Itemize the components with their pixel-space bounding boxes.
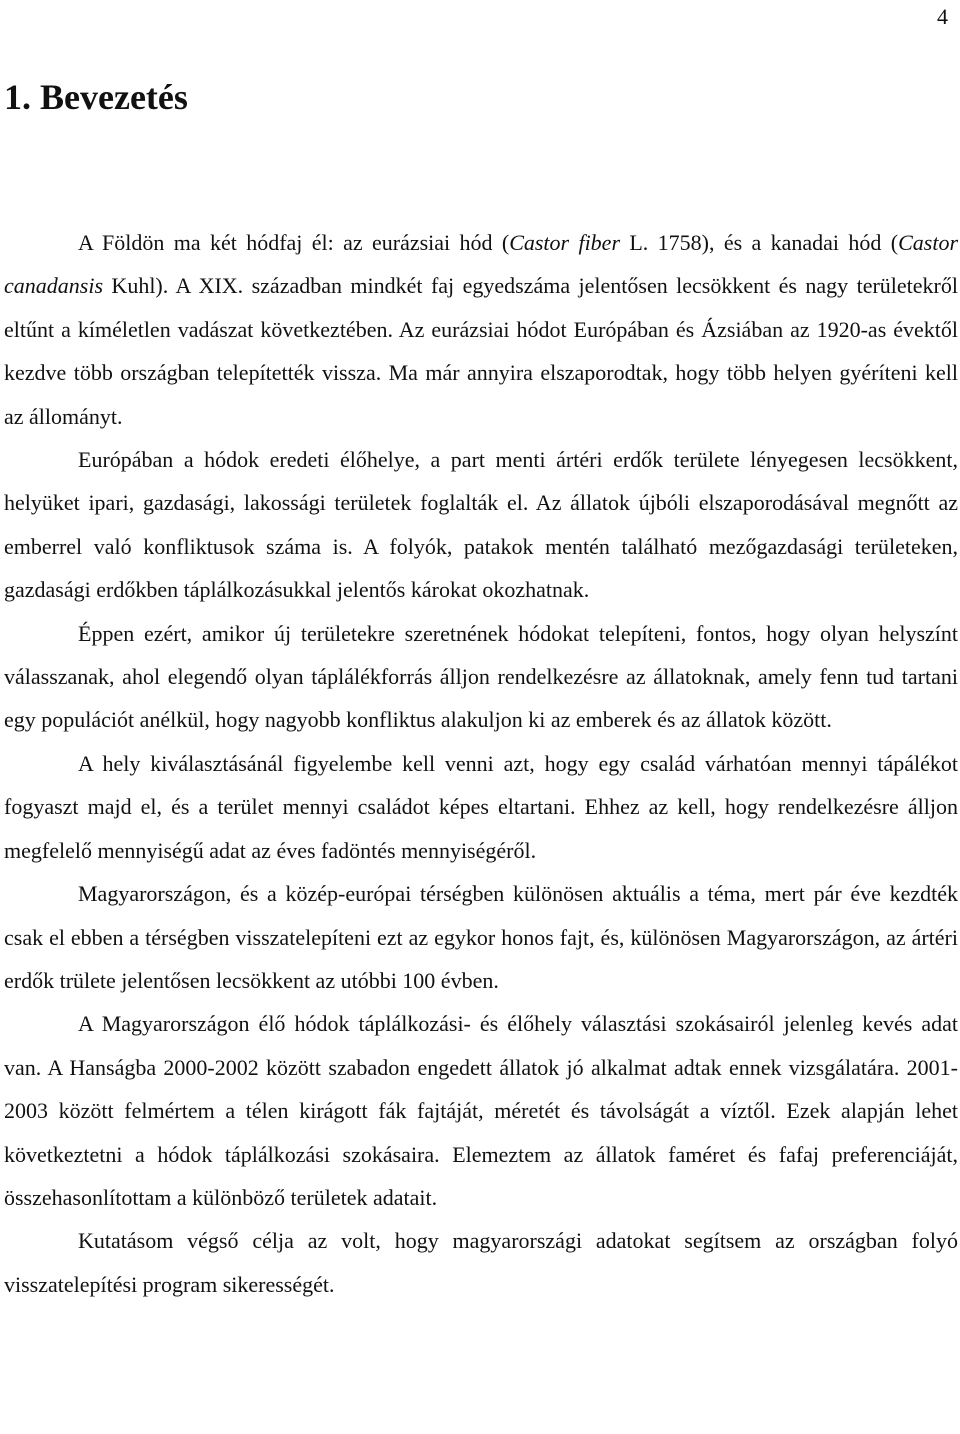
paragraph-4: A hely kiválasztásánál figyelembe kell venni azt, hogy egy család várhatóan mennyi tápálékot fogyaszt majd el, és a terület mennyi családot képes eltartani. Ehhez az kell, hogy rendelkezésre álljon megfelelő mennyiségű adat az éves fadöntés mennyiségéről.	[4, 750, 958, 863]
chapter-title: 1. Bevezetés	[4, 77, 188, 117]
page-number: 4	[937, 4, 948, 29]
paragraph-1-part-3: Kuhl). A XIX. században mindkét faj egyedszáma jelentősen lecsökkent és nagy területekről eltűnt a kíméletlen vadászat következtében. Az eurázsiai hódot Európában és Ázsiában az 1920-as évektől kezdve több országban telepítették vissza. Ma már annyira elszaporodtak, hogy több helyen gyéríteni kell az állományt.	[4, 273, 958, 429]
species-name-castor-canadansis: Castor canadansis	[4, 230, 959, 299]
body-text	[4, 221, 958, 1306]
paragraph-6: A Magyarországon élő hódok táplálkozási- és élőhely választási szokásairól jelenleg kevés adat van. A Hanságba 2000-2002 között szabadon engedett állatok jó alkalmat adtak ennek vizsgálatára. 2001-2003 között felmértem a télen kirágott fák fajtáját, méretét és távolságát a víztől. Ezek alapján lehet következtetni a hódok táplálkozási szokásaira. Elemeztem az állatok faméret és fafaj preferenciáját, összehasonlítottam a különböző területek adatait.	[4, 1011, 958, 1210]
paragraph-1-part-2: L. 1758), és a kanadai hód (	[620, 230, 899, 255]
paragraph-5: Magyarországon, és a közép-európai térségben különösen aktuális a téma, mert pár éve kezdték csak el ebben a térségben visszatelepíteni ezt az egykor honos fajt, és, különösen Magyarországon, az ártéri erdők trülete jelentősen lecsökkent az utóbbi 100 évben.	[4, 881, 958, 993]
paragraph-7: Kutatásom végső célja az volt, hogy magyarországi adatokat segítsem az országban folyó visszatelepítési program sikerességét.	[4, 1228, 958, 1297]
species-name-castor-fiber: Castor fiber	[509, 230, 621, 255]
paragraph-1-part-1: A Földön ma két hódfaj él: az eurázsiai hód (	[78, 230, 510, 255]
paragraph-3: Éppen ezért, amikor új területekre szeretnének hódokat telepíteni, fontos, hogy olyan helyszínt válasszanak, ahol elegendő olyan táplálékforrás álljon rendelkezésre az állatoknak, amely fenn tud tartani egy populációt anélkül, hogy nagyobb konfliktus alakuljon ki az emberek és az állatok között.	[4, 620, 958, 733]
paragraph-1	[4, 221, 958, 438]
paragraph-2: Európában a hódok eredeti élőhelye, a part menti ártéri erdők területe lényegesen lecsökkent, helyüket ipari, gazdasági, lakossági területek foglalták el. Az állatok újbóli elszaporodásával megnőtt az emberrel való konfliktusok száma is. A folyók, patakok mentén található mezőgazdasági területeken, gazdasági erdőkben táplálkozásukkal jelentős károkat okozhatnak.	[4, 447, 958, 603]
